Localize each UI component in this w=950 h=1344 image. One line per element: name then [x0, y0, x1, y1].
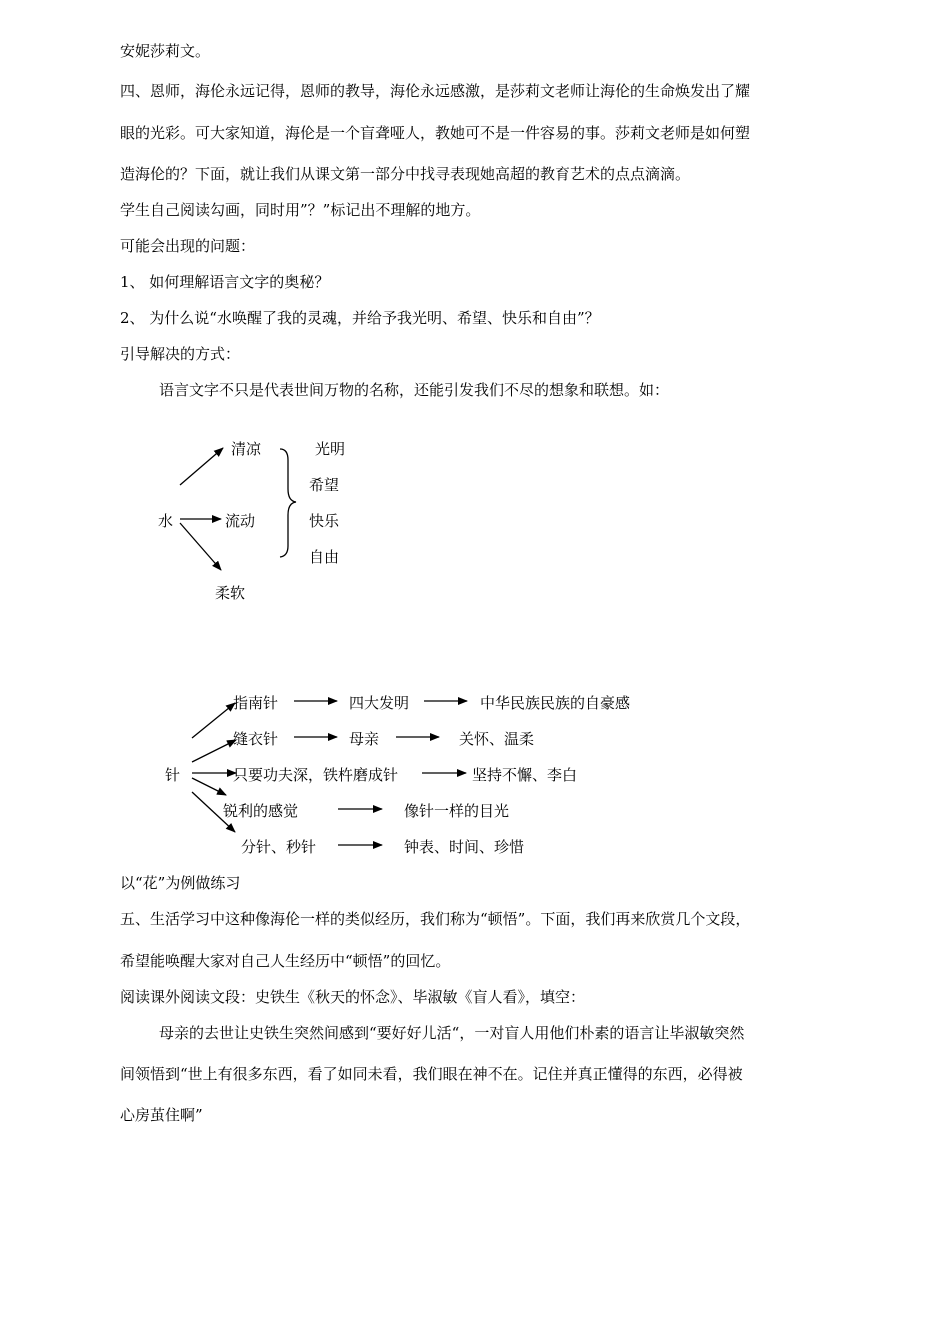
paragraph-six-line-2: 间领悟到“世上有很多东西，看了如同未看，我们眼在神不在。记住并真正懂得的东西，必得被 — [120, 1065, 743, 1083]
paragraph-five-line-2: 希望能唤醒大家对自己人生经历中“顿悟”的回忆。 — [120, 952, 451, 970]
needle-meaning: 中华民族民族的自豪感 — [480, 694, 631, 712]
question-1: 1、 如何理解语言文字的奥秘？ — [120, 273, 330, 291]
issues-title: 可能会出现的问题： — [120, 237, 256, 255]
needle-association: 四大发明 — [349, 694, 410, 712]
brace — [280, 449, 296, 557]
arrow — [180, 523, 221, 570]
needle-root: 针 — [165, 766, 181, 784]
needle-association: 母亲 — [349, 730, 380, 748]
water-branch: 柔软 — [215, 584, 246, 602]
paragraph-six-line-1: 母亲的去世让史铁生突然间感到“要好好儿活“，一对盲人用他们朴素的语言让毕淑敏突然 — [159, 1024, 745, 1042]
paragraph-five-line-1: 五、生活学习中这种像海伦一样的类似经历，我们称为“顿悟”。下面，我们再来欣赏几个文段， — [120, 910, 751, 928]
water-root: 水 — [158, 512, 174, 530]
needle-item: 缝衣针 — [233, 730, 279, 748]
arrow — [192, 703, 235, 738]
explanation: 语言文字不只是代表世间万物的名称，还能引发我们不尽的想象和联想。如： — [159, 381, 670, 399]
needle-meaning: 像针一样的目光 — [404, 802, 510, 820]
water-meaning: 希望 — [309, 476, 340, 494]
arrow — [180, 448, 223, 485]
needle-item: 指南针 — [233, 694, 279, 712]
arrow — [192, 792, 235, 832]
arrow — [192, 740, 236, 762]
paragraph-four-line-1: 四、恩师，海伦永远记得，恩师的教导，海伦永远感激，是莎莉文老师让海伦的生命焕发出了耀 — [120, 82, 751, 100]
reading-assignment: 阅读课外阅读文段：史铁生《秋天的怀念》、毕淑敏《盲人看》，填空： — [120, 988, 586, 1006]
needle-item: 锐利的感觉 — [223, 802, 299, 820]
needle-meaning: 关怀、温柔 — [459, 730, 535, 748]
guide-title: 引导解决的方式： — [120, 345, 241, 363]
water-meaning: 光明 — [315, 440, 346, 458]
needle-item: 只要功夫深，铁杵磨成针 — [233, 766, 399, 784]
flower-exercise: 以“花”为例做练习 — [120, 874, 241, 892]
paragraph-four-line-2: 眼的光彩。可大家知道，海伦是一个盲聋哑人，教她可不是一件容易的事。莎莉文老师是如何塑 — [120, 124, 751, 142]
needle-item: 分针、秒针 — [241, 838, 317, 856]
paragraph-six-line-3: 心房茧住啊” — [120, 1106, 203, 1124]
needle-meaning: 坚持不懈、李白 — [472, 766, 578, 784]
needle-meaning: 钟表、时间、珍惜 — [404, 838, 525, 856]
text-line: 安妮莎莉文。 — [120, 42, 211, 60]
paragraph-four-line-3: 造海伦的？下面，就让我们从课文第一部分中找寻表现她高超的教育艺术的点点滴滴。 — [120, 165, 691, 183]
water-meaning: 快乐 — [309, 512, 340, 530]
self-reading-instruction: 学生自己阅读勾画，同时用”？”标记出不理解的地方。 — [120, 201, 481, 219]
arrow — [192, 778, 226, 795]
question-2: 2、 为什么说“水唤醒了我的灵魂，并给予我光明、希望、快乐和自由”？ — [120, 309, 600, 327]
water-branch: 流动 — [225, 512, 256, 530]
water-meaning: 自由 — [309, 548, 340, 566]
water-branch: 清凉 — [231, 440, 262, 458]
